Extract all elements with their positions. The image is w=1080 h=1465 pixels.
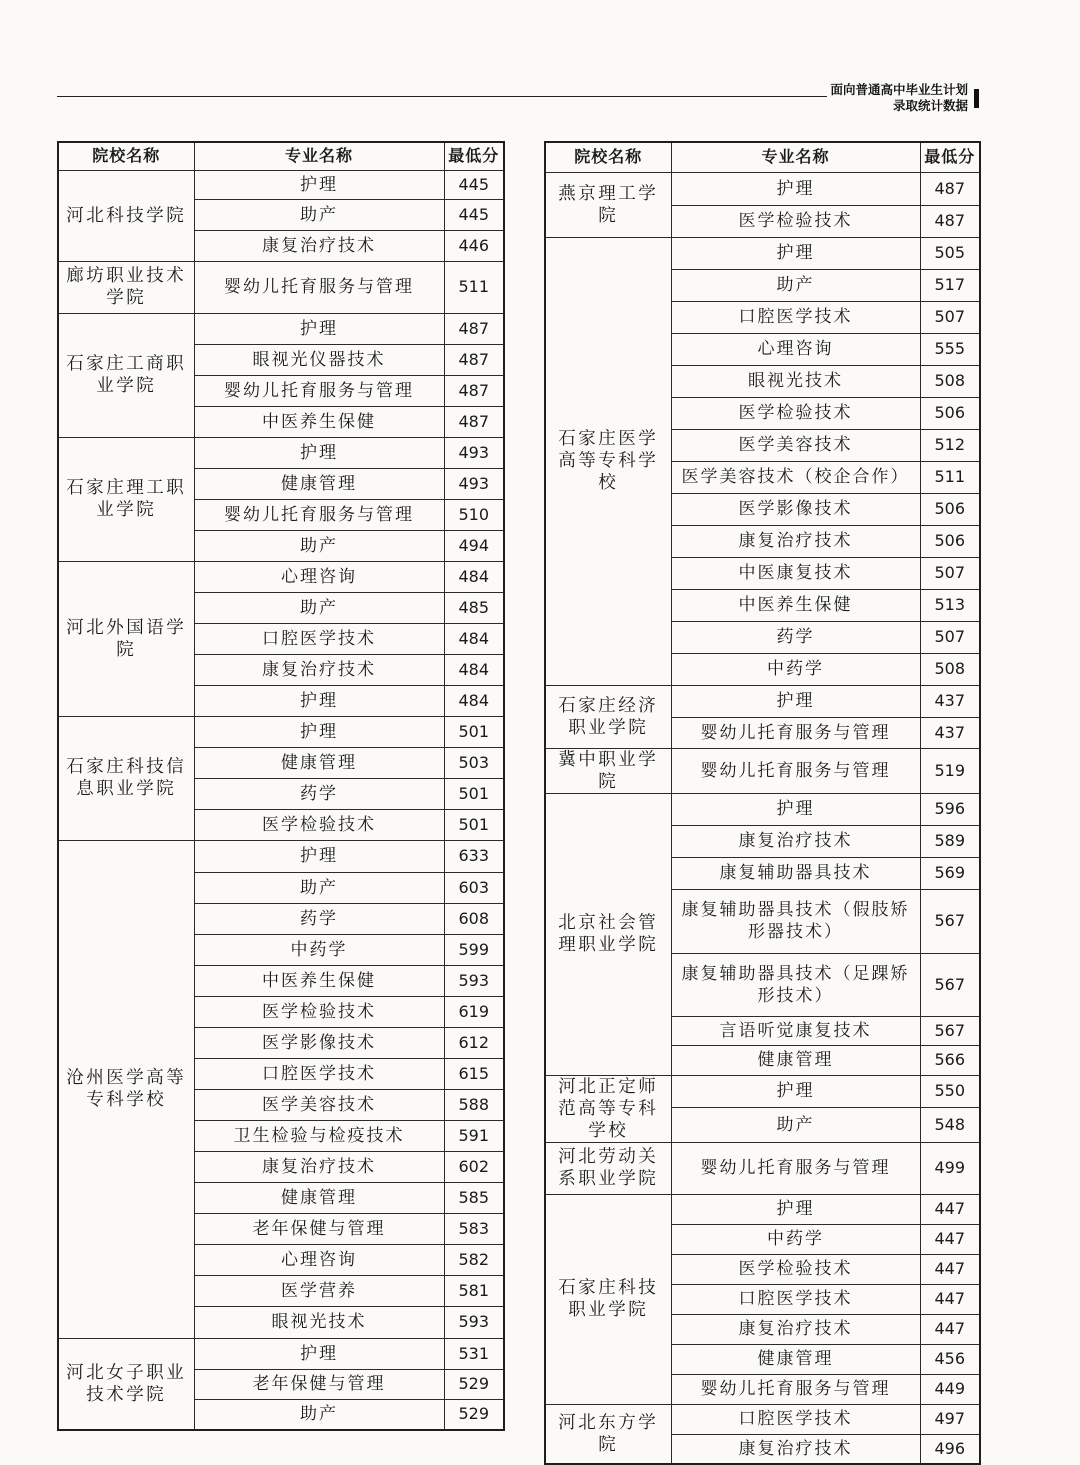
major-name: 康复治疗技术 bbox=[671, 1314, 920, 1344]
school-name: 石家庄科技职业学院 bbox=[545, 1194, 671, 1404]
major-name: 医学检验技术 bbox=[194, 809, 444, 840]
min-score: 599 bbox=[444, 934, 504, 965]
min-score: 615 bbox=[444, 1058, 504, 1089]
min-score: 555 bbox=[920, 333, 980, 365]
major-name: 心理咨询 bbox=[194, 561, 444, 592]
major-name: 康复治疗技术 bbox=[671, 1434, 920, 1464]
major-name: 医学美容技术 bbox=[671, 429, 920, 461]
min-score: 445 bbox=[444, 170, 504, 199]
min-score: 501 bbox=[444, 778, 504, 809]
column-header-school: 院校名称 bbox=[545, 142, 671, 172]
major-name: 中医康复技术 bbox=[671, 557, 920, 589]
school-name: 沧州医学高等专科学校 bbox=[58, 840, 194, 1338]
min-score: 446 bbox=[444, 230, 504, 261]
admission-table-left bbox=[57, 141, 505, 1431]
major-name: 口腔医学技术 bbox=[194, 1058, 444, 1089]
major-name: 健康管理 bbox=[671, 1344, 920, 1374]
major-name: 中医养生保健 bbox=[671, 589, 920, 621]
school-name: 河北正定师范高等专科学校 bbox=[545, 1075, 671, 1142]
major-name: 护理 bbox=[194, 437, 444, 468]
table-row bbox=[545, 1194, 980, 1224]
major-name: 医学影像技术 bbox=[194, 1027, 444, 1058]
table-row bbox=[545, 1142, 980, 1194]
major-name: 药学 bbox=[671, 621, 920, 653]
min-score: 494 bbox=[444, 530, 504, 561]
major-name: 康复辅助器具技术 bbox=[671, 857, 920, 889]
major-name: 医学美容技术 bbox=[194, 1089, 444, 1120]
min-score: 603 bbox=[444, 872, 504, 903]
min-score: 437 bbox=[920, 685, 980, 717]
major-name: 康复治疗技术 bbox=[194, 1151, 444, 1182]
page-header bbox=[830, 82, 968, 114]
major-name: 护理 bbox=[671, 1194, 920, 1224]
table-row bbox=[545, 685, 980, 717]
min-score: 529 bbox=[444, 1369, 504, 1399]
major-name: 中药学 bbox=[671, 1224, 920, 1254]
major-name: 医学检验技术 bbox=[671, 205, 920, 237]
column-header-score: 最低分 bbox=[444, 142, 504, 170]
major-name: 助产 bbox=[194, 1399, 444, 1430]
school-name: 石家庄经济职业学院 bbox=[545, 685, 671, 748]
major-name: 婴幼儿托育服务与管理 bbox=[194, 499, 444, 530]
major-name: 健康管理 bbox=[194, 747, 444, 778]
min-score: 484 bbox=[444, 623, 504, 654]
major-name: 康复辅助器具技术（足踝矫形技术） bbox=[671, 953, 920, 1016]
min-score: 445 bbox=[444, 199, 504, 230]
min-score: 506 bbox=[920, 397, 980, 429]
min-score: 507 bbox=[920, 621, 980, 653]
min-score: 531 bbox=[444, 1338, 504, 1369]
school-name: 河北外国语学院 bbox=[58, 561, 194, 716]
min-score: 493 bbox=[444, 468, 504, 499]
major-name: 护理 bbox=[194, 685, 444, 716]
min-score: 497 bbox=[920, 1404, 980, 1434]
major-name: 护理 bbox=[671, 1075, 920, 1108]
major-name: 助产 bbox=[671, 1108, 920, 1142]
school-name: 石家庄科技信息职业学院 bbox=[58, 716, 194, 840]
major-name: 健康管理 bbox=[671, 1045, 920, 1075]
major-name: 药学 bbox=[194, 903, 444, 934]
table-row bbox=[58, 313, 504, 344]
min-score: 505 bbox=[920, 237, 980, 269]
major-name: 眼视光技术 bbox=[671, 365, 920, 397]
min-score: 447 bbox=[920, 1194, 980, 1224]
school-name: 河北劳动关系职业学院 bbox=[545, 1142, 671, 1194]
school-name: 石家庄工商职业学院 bbox=[58, 313, 194, 437]
min-score: 619 bbox=[444, 996, 504, 1027]
min-score: 487 bbox=[444, 313, 504, 344]
min-score: 550 bbox=[920, 1075, 980, 1108]
major-name: 护理 bbox=[194, 1338, 444, 1369]
min-score: 602 bbox=[444, 1151, 504, 1182]
min-score: 484 bbox=[444, 685, 504, 716]
min-score: 493 bbox=[444, 437, 504, 468]
major-name: 健康管理 bbox=[194, 1182, 444, 1213]
min-score: 567 bbox=[920, 953, 980, 1016]
min-score: 507 bbox=[920, 301, 980, 333]
major-name: 护理 bbox=[194, 170, 444, 199]
admission-table-right bbox=[544, 141, 981, 1465]
major-name: 老年保健与管理 bbox=[194, 1213, 444, 1244]
school-name: 河北女子职业技术学院 bbox=[58, 1338, 194, 1430]
column-header-score: 最低分 bbox=[920, 142, 980, 172]
major-name: 眼视光技术 bbox=[194, 1306, 444, 1338]
school-name: 河北东方学院 bbox=[545, 1404, 671, 1464]
major-name: 护理 bbox=[671, 793, 920, 825]
major-name: 护理 bbox=[671, 237, 920, 269]
major-name: 口腔医学技术 bbox=[671, 1284, 920, 1314]
school-name: 燕京理工学院 bbox=[545, 172, 671, 237]
major-name: 护理 bbox=[194, 313, 444, 344]
min-score: 447 bbox=[920, 1314, 980, 1344]
min-score: 589 bbox=[920, 825, 980, 857]
major-name: 助产 bbox=[194, 872, 444, 903]
major-name: 婴幼儿托育服务与管理 bbox=[671, 1374, 920, 1404]
school-name: 北京社会管理职业学院 bbox=[545, 793, 671, 1075]
major-name: 医学影像技术 bbox=[671, 493, 920, 525]
min-score: 501 bbox=[444, 809, 504, 840]
min-score: 608 bbox=[444, 903, 504, 934]
min-score: 487 bbox=[920, 205, 980, 237]
major-name: 中医养生保健 bbox=[194, 965, 444, 996]
min-score: 529 bbox=[444, 1399, 504, 1430]
table-row bbox=[58, 1338, 504, 1369]
min-score: 588 bbox=[444, 1089, 504, 1120]
major-name: 言语听觉康复技术 bbox=[671, 1016, 920, 1045]
header-subtitle: 录取统计数据 bbox=[892, 98, 968, 113]
major-name: 康复治疗技术 bbox=[671, 525, 920, 557]
table-row bbox=[58, 561, 504, 592]
min-score: 499 bbox=[920, 1142, 980, 1194]
min-score: 484 bbox=[444, 654, 504, 685]
major-name: 婴幼儿托育服务与管理 bbox=[194, 261, 444, 313]
min-score: 566 bbox=[920, 1045, 980, 1075]
major-name: 康复治疗技术 bbox=[671, 825, 920, 857]
min-score: 582 bbox=[444, 1244, 504, 1275]
column-header-major: 专业名称 bbox=[194, 142, 444, 170]
major-name: 护理 bbox=[671, 685, 920, 717]
column-header-major: 专业名称 bbox=[671, 142, 920, 172]
school-name: 河北科技学院 bbox=[58, 170, 194, 261]
header-rule bbox=[57, 96, 827, 97]
min-score: 484 bbox=[444, 561, 504, 592]
major-name: 健康管理 bbox=[194, 468, 444, 499]
min-score: 506 bbox=[920, 525, 980, 557]
table-body-left bbox=[58, 170, 504, 1430]
min-score: 437 bbox=[920, 717, 980, 748]
min-score: 447 bbox=[920, 1224, 980, 1254]
table-row bbox=[58, 261, 504, 313]
major-name: 医学检验技术 bbox=[671, 397, 920, 429]
school-name: 冀中职业学院 bbox=[545, 748, 671, 793]
major-name: 心理咨询 bbox=[194, 1244, 444, 1275]
table-row bbox=[545, 793, 980, 825]
major-name: 药学 bbox=[194, 778, 444, 809]
min-score: 581 bbox=[444, 1275, 504, 1306]
min-score: 510 bbox=[444, 499, 504, 530]
min-score: 487 bbox=[444, 344, 504, 375]
min-score: 567 bbox=[920, 889, 980, 953]
min-score: 583 bbox=[444, 1213, 504, 1244]
min-score: 487 bbox=[920, 172, 980, 205]
min-score: 487 bbox=[444, 406, 504, 437]
major-name: 助产 bbox=[194, 199, 444, 230]
min-score: 548 bbox=[920, 1108, 980, 1142]
min-score: 503 bbox=[444, 747, 504, 778]
table-body-right bbox=[545, 172, 980, 1464]
major-name: 婴幼儿托育服务与管理 bbox=[671, 748, 920, 793]
min-score: 513 bbox=[920, 589, 980, 621]
min-score: 506 bbox=[920, 493, 980, 525]
major-name: 中药学 bbox=[671, 653, 920, 685]
table-row bbox=[58, 840, 504, 872]
table-row bbox=[58, 716, 504, 747]
major-name: 医学美容技术（校企合作） bbox=[671, 461, 920, 493]
min-score: 519 bbox=[920, 748, 980, 793]
major-name: 助产 bbox=[671, 269, 920, 301]
table-row bbox=[545, 237, 980, 269]
min-score: 456 bbox=[920, 1344, 980, 1374]
school-name: 石家庄医学高等专科学校 bbox=[545, 237, 671, 685]
school-name: 石家庄理工职业学院 bbox=[58, 437, 194, 561]
major-name: 婴幼儿托育服务与管理 bbox=[671, 717, 920, 748]
school-name: 廊坊职业技术学院 bbox=[58, 261, 194, 313]
min-score: 512 bbox=[920, 429, 980, 461]
header-title: 面向普通高中毕业生计划 bbox=[830, 82, 968, 97]
major-name: 医学检验技术 bbox=[671, 1254, 920, 1284]
major-name: 心理咨询 bbox=[671, 333, 920, 365]
min-score: 487 bbox=[444, 375, 504, 406]
major-name: 医学营养 bbox=[194, 1275, 444, 1306]
table-row bbox=[545, 1404, 980, 1434]
header-marker bbox=[974, 89, 979, 108]
major-name: 助产 bbox=[194, 530, 444, 561]
major-name: 卫生检验与检疫技术 bbox=[194, 1120, 444, 1151]
min-score: 591 bbox=[444, 1120, 504, 1151]
major-name: 康复辅助器具技术（假肢矫形器技术） bbox=[671, 889, 920, 953]
major-name: 老年保健与管理 bbox=[194, 1369, 444, 1399]
min-score: 508 bbox=[920, 653, 980, 685]
major-name: 婴幼儿托育服务与管理 bbox=[194, 375, 444, 406]
major-name: 护理 bbox=[194, 716, 444, 747]
major-name: 康复治疗技术 bbox=[194, 654, 444, 685]
min-score: 569 bbox=[920, 857, 980, 889]
major-name: 口腔医学技术 bbox=[671, 1404, 920, 1434]
major-name: 护理 bbox=[671, 172, 920, 205]
major-name: 眼视光仪器技术 bbox=[194, 344, 444, 375]
min-score: 449 bbox=[920, 1374, 980, 1404]
major-name: 口腔医学技术 bbox=[671, 301, 920, 333]
table-row bbox=[58, 170, 504, 199]
major-name: 护理 bbox=[194, 840, 444, 872]
major-name: 助产 bbox=[194, 592, 444, 623]
min-score: 596 bbox=[920, 793, 980, 825]
min-score: 567 bbox=[920, 1016, 980, 1045]
table-row bbox=[58, 437, 504, 468]
major-name: 婴幼儿托育服务与管理 bbox=[671, 1142, 920, 1194]
min-score: 447 bbox=[920, 1254, 980, 1284]
min-score: 585 bbox=[444, 1182, 504, 1213]
column-header-school: 院校名称 bbox=[58, 142, 194, 170]
table-row bbox=[545, 748, 980, 793]
min-score: 501 bbox=[444, 716, 504, 747]
table-row bbox=[545, 172, 980, 205]
min-score: 511 bbox=[920, 461, 980, 493]
table-row bbox=[545, 1075, 980, 1108]
major-name: 康复治疗技术 bbox=[194, 230, 444, 261]
min-score: 612 bbox=[444, 1027, 504, 1058]
major-name: 口腔医学技术 bbox=[194, 623, 444, 654]
min-score: 511 bbox=[444, 261, 504, 313]
min-score: 633 bbox=[444, 840, 504, 872]
min-score: 517 bbox=[920, 269, 980, 301]
min-score: 508 bbox=[920, 365, 980, 397]
min-score: 485 bbox=[444, 592, 504, 623]
min-score: 447 bbox=[920, 1284, 980, 1314]
min-score: 507 bbox=[920, 557, 980, 589]
min-score: 496 bbox=[920, 1434, 980, 1464]
min-score: 593 bbox=[444, 965, 504, 996]
major-name: 中药学 bbox=[194, 934, 444, 965]
major-name: 医学检验技术 bbox=[194, 996, 444, 1027]
min-score: 593 bbox=[444, 1306, 504, 1338]
major-name: 中医养生保健 bbox=[194, 406, 444, 437]
